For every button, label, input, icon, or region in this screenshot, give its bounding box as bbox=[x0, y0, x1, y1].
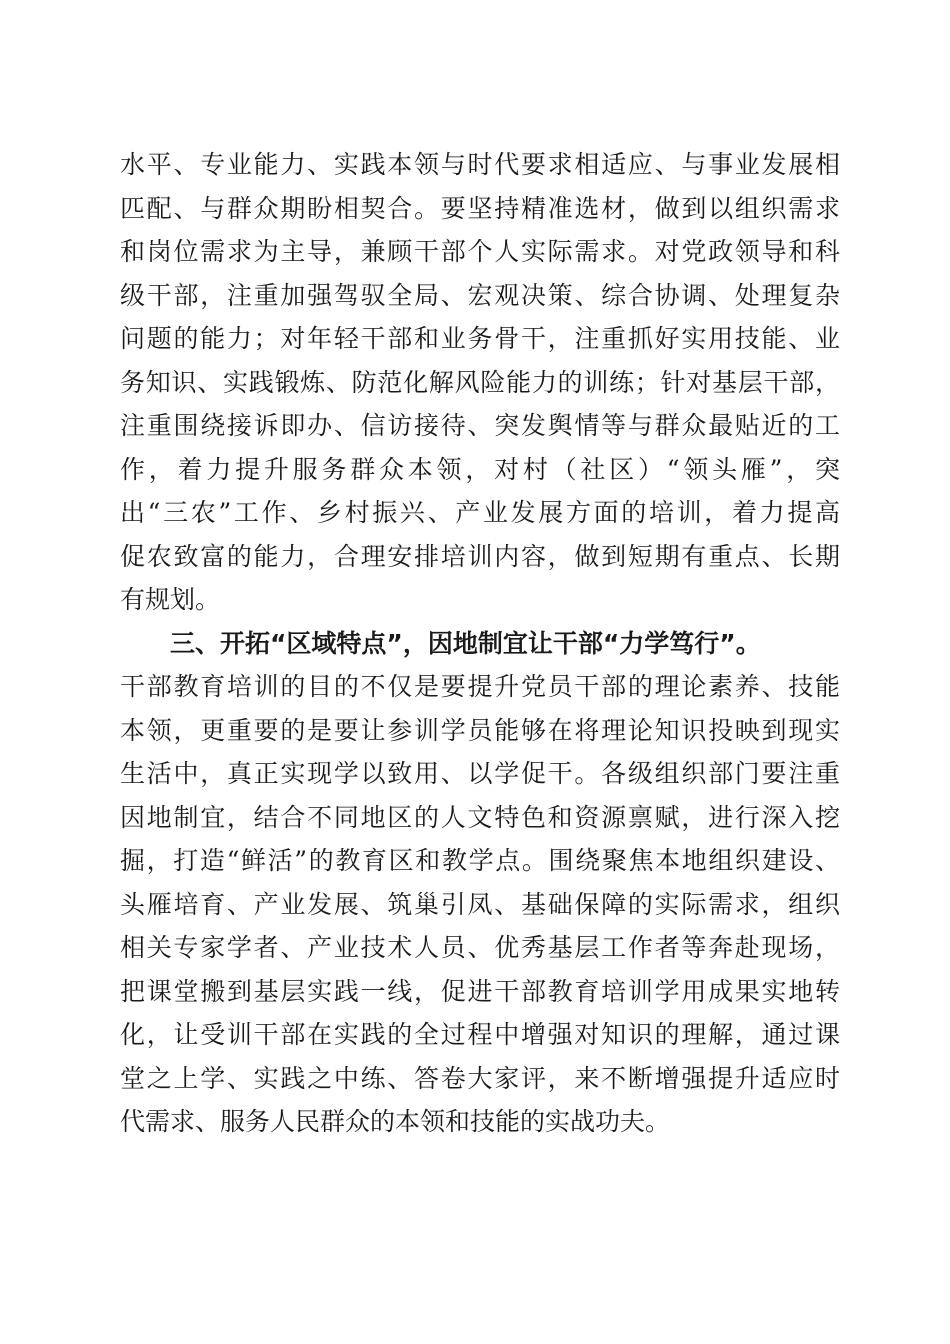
text-line: 相关专家学者、产业技术人员、优秀基层工作者等奔赴现场， bbox=[120, 933, 840, 962]
text-line: 把课堂搬到基层实践一线，促进干部教育培训学用成果实地转 bbox=[120, 976, 840, 1006]
document-body bbox=[120, 143, 840, 1144]
text-line: 堂之上学、实践之中练、答卷大家评，来不断增强提升适应时 bbox=[120, 1063, 840, 1093]
text-line: 本领，更重要的是要让参训学员能够在将理论知识投映到现实 bbox=[120, 715, 840, 745]
text-line: 有规划。 bbox=[120, 585, 221, 614]
text-line: 化，让受训干部在实践的全过程中增强对知识的理解，通过课 bbox=[120, 1020, 840, 1049]
text-line: 促农致富的能力，合理安排培训内容，做到短期有重点、长期 bbox=[120, 541, 840, 571]
text-line: 务知识、实践锻炼、防范化解风险能力的训练；针对基层干部， bbox=[120, 367, 840, 397]
text-line: 掘，打造“鲜活”的教育区和教学点。围绕聚焦本地组织建设、 bbox=[120, 846, 840, 875]
text-line: 出“三农”工作、乡村振兴、产业发展方面的培训，着力提高 bbox=[120, 498, 840, 527]
paragraph-1 bbox=[120, 143, 840, 622]
text-line: 作，着力提升服务群众本领，对村（社区）“领头雁”，突 bbox=[120, 454, 840, 484]
text-line: 因地制宜，结合不同地区的人文特色和资源禀赋，进行深入挖 bbox=[120, 802, 840, 832]
text-line: 注重围绕接诉即办、信访接待、突发舆情等与群众最贴近的工 bbox=[120, 411, 840, 440]
text-line: 干部教育培训的目的不仅是要提升党员干部的理论素养、技能 bbox=[120, 672, 840, 701]
text-line: 匹配、与群众期盼相契合。要坚持精准选材，做到以组织需求 bbox=[120, 193, 840, 223]
paragraph-3 bbox=[120, 665, 840, 1144]
text-line: 头雁培育、产业发展、筑巢引凤、基础保障的实际需求，组织 bbox=[120, 889, 840, 919]
text-line: 生活中，真正实现学以致用、以学促干。各级组织部门要注重 bbox=[120, 759, 840, 788]
text-line: 水平、专业能力、实践本领与时代要求相适应、与事业发展相 bbox=[120, 150, 840, 179]
text-line: 代需求、服务人民群众的本领和技能的实战功夫。 bbox=[120, 1107, 671, 1136]
section-heading-3: 三、开拓“区域特点”，因地制宜让干部“力学笃行”。 bbox=[170, 628, 761, 658]
text-line: 级干部，注重加强驾驭全局、宏观决策、综合协调、处理复杂 bbox=[120, 280, 840, 310]
text-line: 和岗位需求为主导，兼顾干部个人实际需求。对党政领导和科 bbox=[120, 237, 840, 266]
text-line: 问题的能力；对年轻干部和业务骨干，注重抓好实用技能、业 bbox=[120, 324, 840, 353]
